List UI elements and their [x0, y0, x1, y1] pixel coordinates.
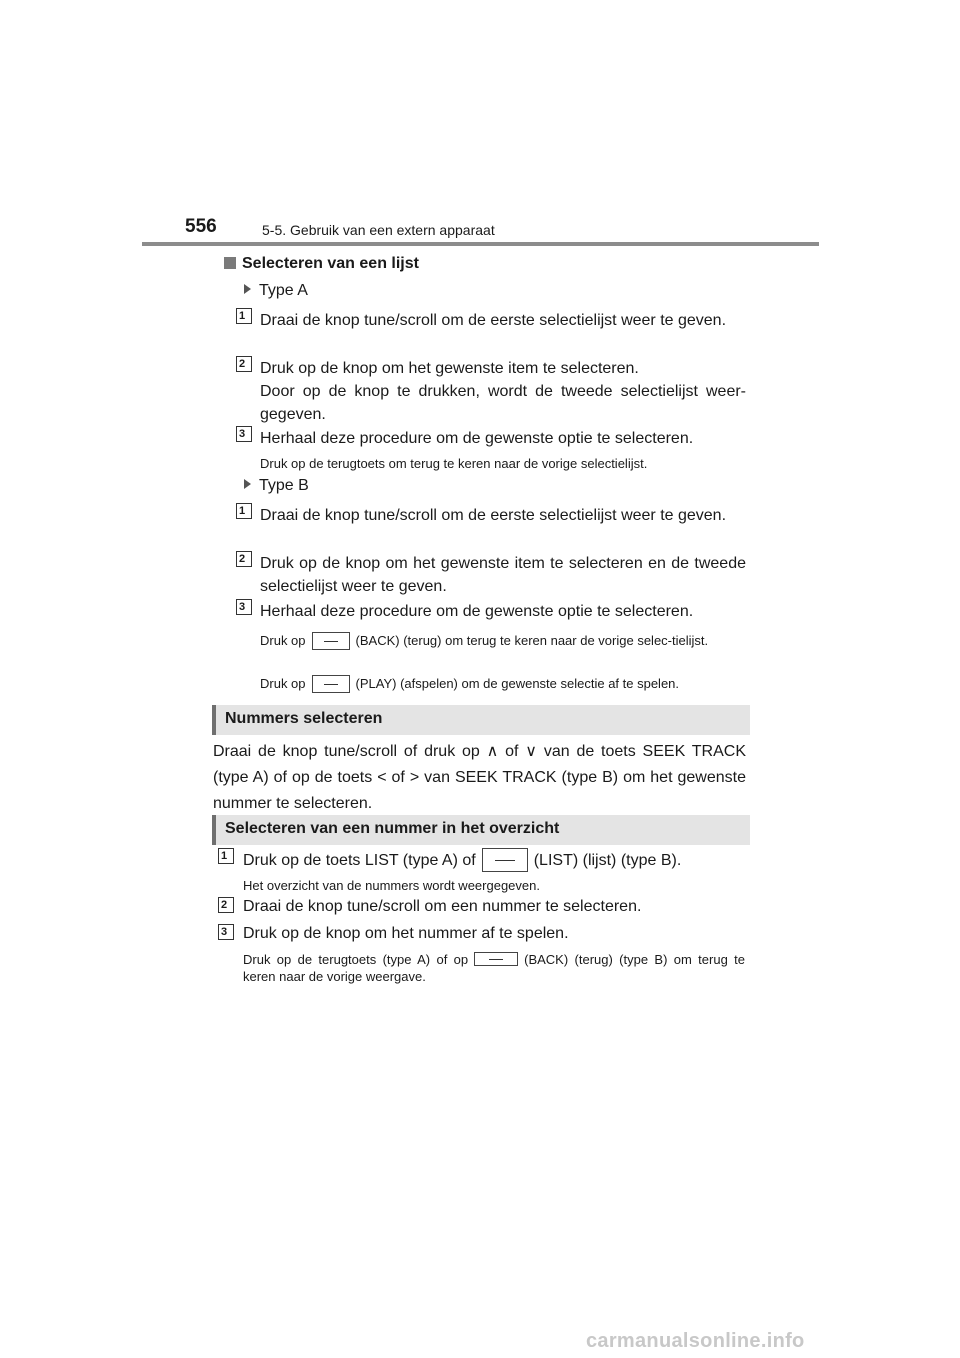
note-c1: Het overzicht van de nummers wordt weergegeven.	[243, 878, 540, 893]
tracks-section-text: Draai de knop tune/scroll of druk op ∧ of ∨ van de toets SEEK TRACK (type A) of op de toets < of > van SEEK TRACK (type B) om het gewenste nummer te selecteren.	[213, 743, 746, 812]
step-badge-a1: 1	[236, 308, 252, 324]
note-b2: Druk op (PLAY) (afspelen) om de gewenste selectie af te spelen.	[260, 676, 680, 691]
step-text-c1: Druk op de toets LIST (type A) of (LIST) (lijst) (type B).	[243, 848, 681, 872]
note-a: Druk op de terugtoets om terug te keren naar de vorige selectielijst.	[260, 456, 648, 471]
step-badge-a3: 3	[236, 426, 252, 442]
type-b-label: Type B	[244, 477, 309, 495]
play-button-icon	[312, 675, 350, 693]
step-badge-b2: 2	[236, 551, 252, 567]
step-badge-c1: 1	[218, 848, 234, 864]
step-badge-b3: 3	[236, 599, 252, 615]
section-title: 5-5. Gebruik van een extern apparaat	[262, 222, 495, 238]
square-bullet-icon	[224, 257, 236, 269]
overview-section-heading: Selecteren van een nummer in het overzicht	[212, 815, 750, 845]
header-rule	[142, 242, 819, 246]
list-section-heading: Selecteren van een lijst	[224, 255, 419, 273]
step-text-a3: Herhaal deze procedure om de gewenste optie te selecteren.	[260, 430, 694, 447]
tracks-section-heading: Nummers selecteren	[212, 705, 750, 735]
back-button-icon	[312, 632, 350, 650]
page-number: 556	[185, 216, 217, 237]
step-text-b3: Herhaal deze procedure om de gewenste optie te selecteren.	[260, 603, 694, 620]
step-text-c3: Druk op de knop om het nummer af te spelen.	[243, 925, 569, 942]
step-text-c2: Draai de knop tune/scroll om een nummer te selecteren.	[243, 898, 642, 915]
triangle-bullet-icon	[244, 479, 251, 489]
step-badge-a2: 2	[236, 356, 252, 372]
step-text-a2: Druk op de knop om het gewenste item te selecteren. Door op de knop te drukken, wordt de tweede selectielijst weer-gegeven.	[260, 360, 746, 423]
triangle-bullet-icon	[244, 284, 251, 294]
watermark: carmanualsonline.info	[586, 1330, 805, 1352]
type-a-label: Type A	[244, 282, 308, 300]
note-b1: Druk op (BACK) (terug) om terug te keren naar de vorige selec-tielijst.	[260, 633, 709, 648]
list-button-icon	[482, 848, 528, 872]
back-button-icon	[474, 952, 518, 966]
step-text-b2: Druk op de knop om het gewenste item te selecteren en de tweede selectielijst weer te geven.	[260, 555, 746, 595]
step-badge-b1: 1	[236, 503, 252, 519]
step-badge-c2: 2	[218, 897, 234, 913]
step-badge-c3: 3	[218, 924, 234, 940]
note-c2: Druk op de terugtoets (type A) of op (BACK) (terug) (type B) om terug te keren naar de vorige weergave.	[243, 952, 746, 984]
step-text-a1: Draai de knop tune/scroll om de eerste selectielijst weer te geven.	[260, 312, 727, 329]
step-text-b1: Draai de knop tune/scroll om de eerste selectielijst weer te geven.	[260, 507, 727, 524]
